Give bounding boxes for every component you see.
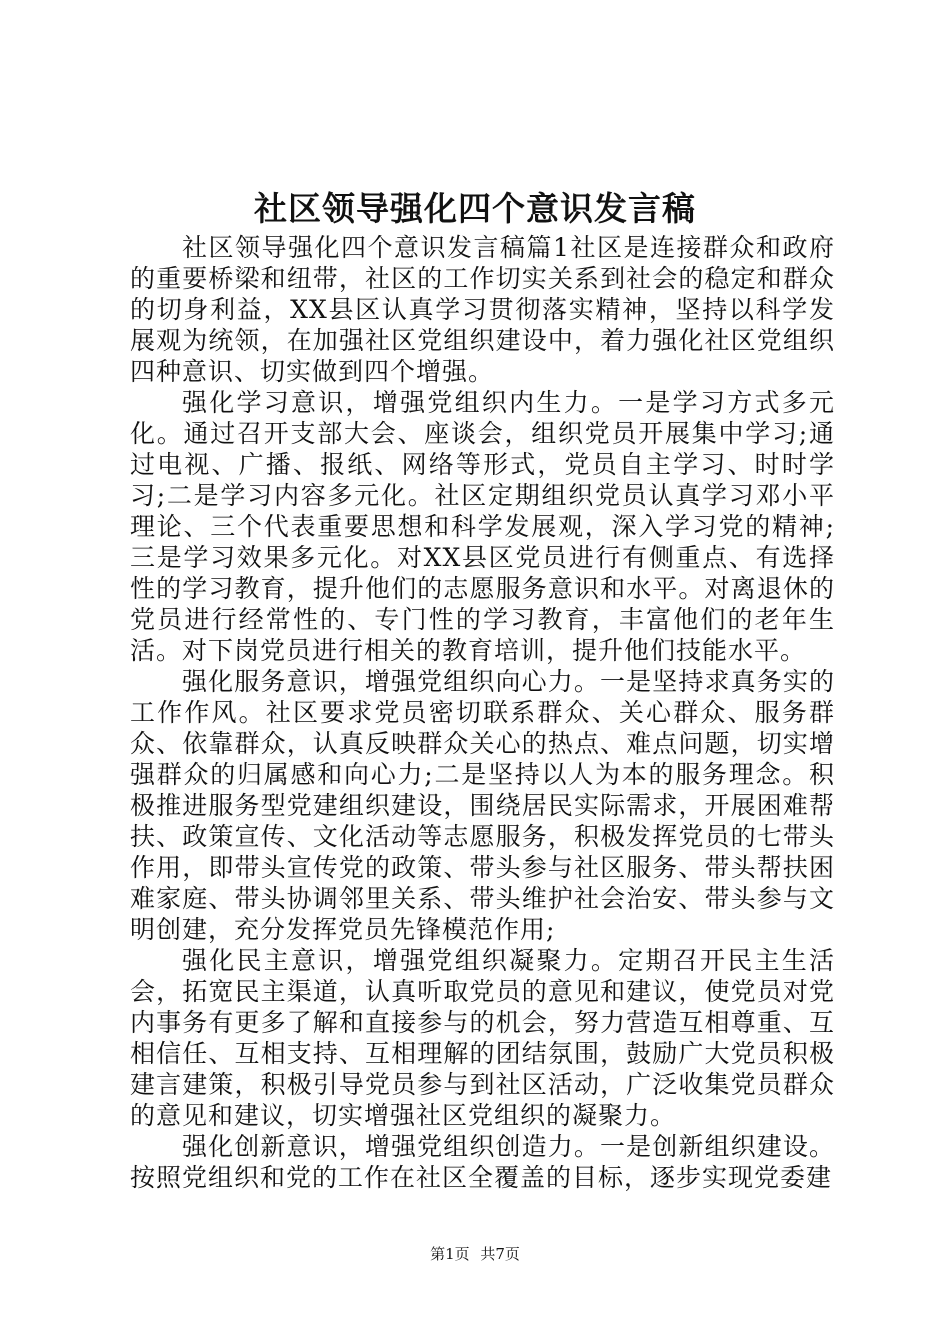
paragraph-innovation-awareness: 强化创新意识，增强党组织创造力。一是创新组织建设。按照党组织和党的工作在社区全覆盖的目标，逐步实现党委建 (130, 1132, 835, 1192)
document-body (130, 232, 835, 1193)
document-title: 社区领导强化四个意识发言稿 (254, 189, 696, 228)
page-number: 第1页 (430, 1245, 470, 1263)
paragraph-service-awareness: 强化服务意识，增强党组织向心力。一是坚持求真务实的工作作风。社区要求党员密切联系群众、关心群众、服务群众、依靠群众，认真反映群众关心的热点、难点问题，切实增强群众的归属感和向心力;二是坚持以人为本的服务理念。积极推进服务型党建组织建设，围绕居民实际需求，开展困难帮扶、政策宣传、文化活动等志愿服务，积极发挥党员的七带头作用，即带头宣传党的政策、带头参与社区服务、带头帮扶困难家庭、带头协调邻里关系、带头维护社会治安、带头参与文明创建，充分发挥党员先锋模范作用; (130, 667, 835, 944)
paragraph-democracy-awareness: 强化民主意识，增强党组织凝聚力。定期召开民主生活会，拓宽民主渠道，认真听取党员的意见和建议，使党员对党内事务有更多了解和直接参与的机会，努力营造互相尊重、互相信任、互相支持、互相理解的团结氛围，鼓励广大党员积极建言建策，积极引导党员参与到社区活动，广泛收集党员群众的意见和建议，切实增强社区党组织的凝聚力。 (130, 946, 835, 1130)
paragraph-intro: 社区领导强化四个意识发言稿篇1社区是连接群众和政府的重要桥梁和纽带，社区的工作切实关系到社会的稳定和群众的切身利益，XX县区认真学习贯彻落实精神，坚持以科学发展观为统领，在加强社区党组织建设中，着力强化社区党组织四种意识、切实做到四个增强。 (130, 233, 835, 386)
paragraph-study-awareness: 强化学习意识，增强党组织内生力。一是学习方式多元化。通过召开支部大会、座谈会，组织党员开展集中学习;通过电视、广播、报纸、网络等形式，党员自主学习、时时学习;二是学习内容多元化。社区定期组织党员认真学习邓小平理论、三个代表重要思想和科学发展观，深入学习党的精神;三是学习效果多元化。对XX县区党员进行有侧重点、有选择性的学习教育，提升他们的志愿服务意识和水平。对离退休的党员进行经常性的、专门性的学习教育，丰富他们的老年生活。对下岗党员进行相关的教育培训，提升他们技能水平。 (130, 388, 835, 665)
page-total: 共7页 (480, 1245, 520, 1263)
page-footer (0, 1244, 950, 1264)
